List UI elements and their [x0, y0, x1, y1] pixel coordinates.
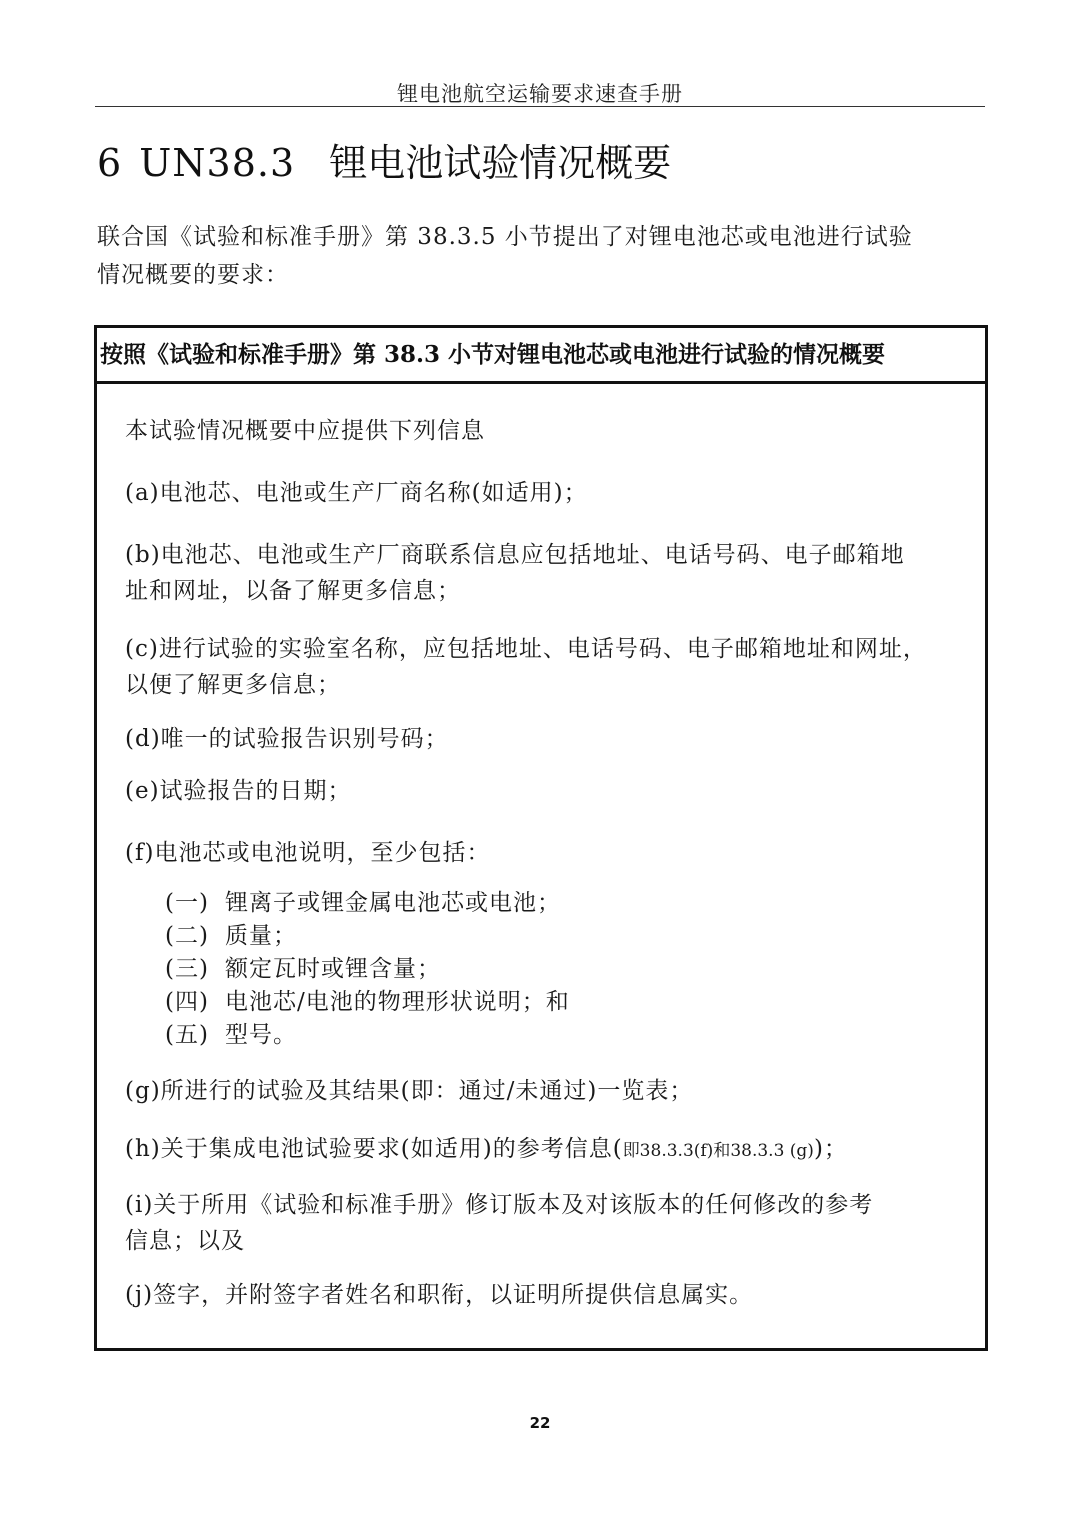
section-number: 6 [97, 141, 122, 185]
subitem-text: 锂离子或锂金属电池芯或电池； [225, 890, 561, 916]
item-g: (g)所进行的试验及其结果(即：通过/未通过)一览表； [125, 1078, 694, 1104]
subitem-marker: (三) [165, 956, 209, 982]
subitem-marker: (五) [165, 1022, 209, 1048]
item-i-line-2: 信息；以及 [125, 1228, 245, 1254]
subitem-1 [165, 884, 561, 917]
intro-paragraph [97, 218, 977, 294]
subitem-marker: (二) [165, 923, 209, 949]
box-header: 按照《试验和标准手册》第 38.3 小节对锂电池芯或电池进行试验的情况概要 [97, 328, 985, 384]
subitem-text: 额定瓦时或锂含量； [225, 956, 441, 982]
subitem-3 [165, 950, 441, 983]
box-lead: 本试验情况概要中应提供下列信息 [125, 418, 485, 444]
item-c-line-2: 以便了解更多信息； [125, 672, 341, 698]
item-b-line-1: (b)电池芯、电池或生产厂商联系信息应包括地址、电话号码、电子邮箱地 [125, 542, 905, 568]
item-d: (d)唯一的试验报告识别号码； [125, 726, 449, 752]
summary-requirements-box [94, 325, 988, 1351]
subitem-text: 电池芯/电池的物理形状说明；和 [225, 989, 570, 1015]
item-i-line-1: (i)关于所用《试验和标准手册》修订版本及对该版本的任何修改的参考 [125, 1192, 874, 1218]
subitem-2 [165, 917, 297, 950]
section-heading: 锂电池试验情况概要 [329, 141, 672, 185]
section-code: UN38.3 [139, 141, 296, 185]
item-h-end: )； [813, 1136, 848, 1162]
intro-line-1: 联合国《试验和标准手册》第 38.3.5 小节提出了对锂电池芯或电池进行试验 [97, 224, 913, 250]
subitem-4 [165, 983, 570, 1016]
intro-line-2: 情况概要的要求： [97, 262, 289, 288]
page-number: 22 [529, 1414, 551, 1432]
item-a: (a)电池芯、电池或生产厂商名称(如适用)； [125, 480, 588, 506]
header-rule [95, 106, 985, 107]
subitem-text: 质量； [225, 923, 297, 949]
item-b-line-2: 址和网址，以备了解更多信息； [125, 578, 461, 604]
item-j: (j)签字，并附签字者姓名和职衔，以证明所提供信息属实。 [125, 1282, 754, 1308]
item-e: (e)试验报告的日期； [125, 778, 352, 804]
item-h [125, 1130, 848, 1163]
subitem-5 [165, 1016, 297, 1049]
running-header: 锂电池航空运输要求速查手册 [397, 82, 683, 106]
item-c-line-1: (c)进行试验的实验室名称，应包括地址、电话号码、电子邮箱地址和网址， [125, 636, 927, 662]
item-f: (f)电池芯或电池说明，至少包括： [125, 840, 491, 866]
item-h-reference: 即38.3.3(f)和38.3.3 (g) [622, 1141, 814, 1161]
subitem-marker: (四) [165, 989, 209, 1015]
item-h-main: (h)关于集成电池试验要求(如适用)的参考信息( [125, 1136, 623, 1162]
subitem-marker: (一) [165, 890, 209, 916]
section-title [97, 132, 671, 187]
subitem-text: 型号。 [225, 1022, 297, 1048]
